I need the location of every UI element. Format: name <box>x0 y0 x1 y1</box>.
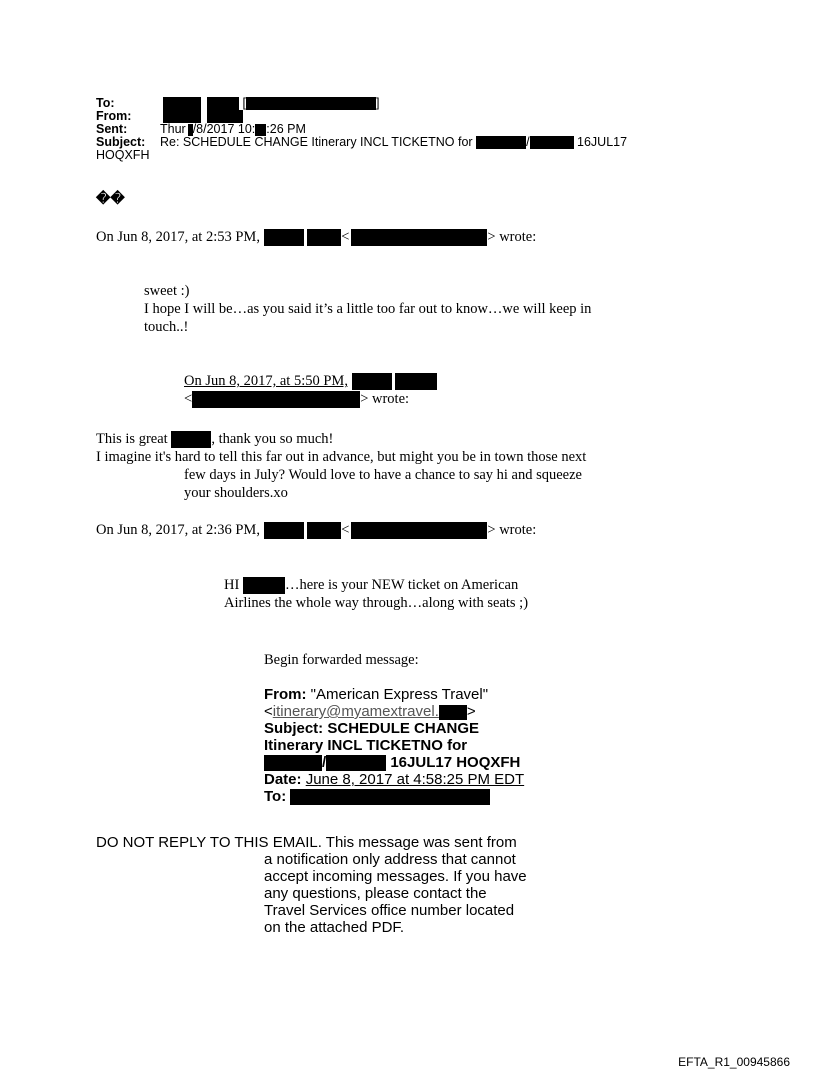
notice-line: on the attached PDF. <box>264 919 405 936</box>
reply-line: your shoulders.xo <box>184 485 288 501</box>
quote-prefix: On Jun 8, 2017, at 2:36 PM, <box>96 522 260 538</box>
redaction <box>530 136 574 149</box>
redaction <box>163 97 201 110</box>
sent-label: Sent: <box>96 122 128 136</box>
reply-line: sweet :) <box>144 283 190 299</box>
fwd-from-value: "American Express Travel" <box>310 686 489 703</box>
reply-text: …here is your NEW ticket on American <box>284 577 519 593</box>
redaction <box>264 522 304 539</box>
reply-text: HI <box>224 577 240 593</box>
to-row <box>96 97 627 110</box>
quote-prefix: On Jun 8, 2017, at 2:53 PM, <box>96 229 260 245</box>
notice-line: Travel Services office number located <box>264 902 515 919</box>
fwd-date-label: Date: <box>264 771 302 788</box>
slash: / <box>322 754 327 771</box>
notice-line: a notification only address that cannot <box>264 851 516 868</box>
sent-value-b: /8/2017 10: <box>192 122 256 136</box>
reply-line: touch..! <box>144 319 189 335</box>
bracket-close: ] <box>375 96 380 110</box>
subject-date: 16JUL17 <box>577 135 628 149</box>
gt: > <box>466 703 476 720</box>
notice <box>96 834 527 936</box>
redaction <box>243 577 285 594</box>
redaction <box>439 705 467 720</box>
subject-row <box>96 136 627 149</box>
subject-slash: / <box>526 135 530 149</box>
from-label: From: <box>96 109 132 123</box>
redaction <box>307 229 341 246</box>
redaction <box>171 431 211 448</box>
reply-line: I imagine it's hard to tell this far out in advance, but might you be in town those next <box>96 449 587 465</box>
to-label: To: <box>96 96 115 110</box>
subject-code: HOQXFH <box>96 148 150 162</box>
replacement-glyphs: �� <box>96 190 125 206</box>
redaction <box>395 373 437 390</box>
email-header <box>96 97 627 162</box>
notice-line: accept incoming messages. If you have <box>264 868 527 885</box>
forwarded-header <box>264 686 524 805</box>
redaction <box>255 124 266 136</box>
reply-text: , thank you so much! <box>211 431 334 447</box>
subject-value: Re: SCHEDULE CHANGE Itinerary INCL TICKETNO for <box>160 135 473 149</box>
reply-text: This is great <box>96 431 168 447</box>
fwd-subject-line: 16JUL17 HOQXFH <box>390 754 521 771</box>
redaction <box>264 229 304 246</box>
redaction <box>207 97 239 110</box>
forward-intro: Begin forwarded message: <box>264 652 419 668</box>
quote-header-3 <box>96 521 536 539</box>
reply-line: I hope I will be…as you said it’s a little too far out to know…we will keep in <box>144 301 592 317</box>
wrote-suffix: > wrote: <box>360 391 410 407</box>
redaction <box>307 522 341 539</box>
fwd-date-value: June 8, 2017 at 4:58:25 PM EDT <box>305 771 525 788</box>
redaction <box>264 755 322 771</box>
redaction <box>290 789 490 805</box>
reply-2 <box>96 430 586 502</box>
lt: < <box>341 522 350 538</box>
lt: < <box>341 229 350 245</box>
lt: < <box>184 391 193 407</box>
reply-line: Airlines the whole way through…along with seats ;) <box>224 595 529 611</box>
redaction <box>246 97 376 110</box>
document-id: EFTA_R1_00945866 <box>678 1055 790 1069</box>
bracket-open: [ <box>242 96 246 110</box>
notice-line: DO NOT REPLY TO THIS EMAIL. This message was sent from <box>96 834 517 851</box>
notice-line: any questions, please contact the <box>264 885 487 902</box>
sent-value-a: Thur <box>160 122 186 136</box>
redaction <box>352 373 392 390</box>
fwd-to-label: To: <box>264 788 287 805</box>
reply-line: few days in July? Would love to have a chance to say hi and squeeze <box>184 467 582 483</box>
fwd-subject-line: Itinerary INCL TICKETNO for <box>264 737 468 754</box>
reply-3 <box>224 576 528 612</box>
fwd-subject-label: Subject: <box>264 720 324 737</box>
redaction <box>192 391 360 408</box>
subject-row-2 <box>96 149 627 162</box>
redaction <box>351 522 487 539</box>
reply-1 <box>144 282 591 336</box>
subject-label: Subject: <box>96 135 146 149</box>
sent-value-c: :26 PM <box>266 122 306 136</box>
quote-header-2 <box>184 372 437 408</box>
wrote-suffix: > wrote: <box>487 229 537 245</box>
quote-prefix: On Jun 8, 2017, at 5:50 PM, <box>184 373 348 389</box>
fwd-from-label: From: <box>264 686 307 703</box>
quote-header-1 <box>96 228 536 246</box>
redaction <box>351 229 487 246</box>
redaction <box>326 755 386 771</box>
wrote-suffix: > wrote: <box>487 522 537 538</box>
redaction <box>476 136 526 149</box>
lt: < <box>264 703 273 720</box>
email-link[interactable]: itinerary@myamextravel. <box>272 703 439 720</box>
fwd-subject-line: SCHEDULE CHANGE <box>327 720 480 737</box>
